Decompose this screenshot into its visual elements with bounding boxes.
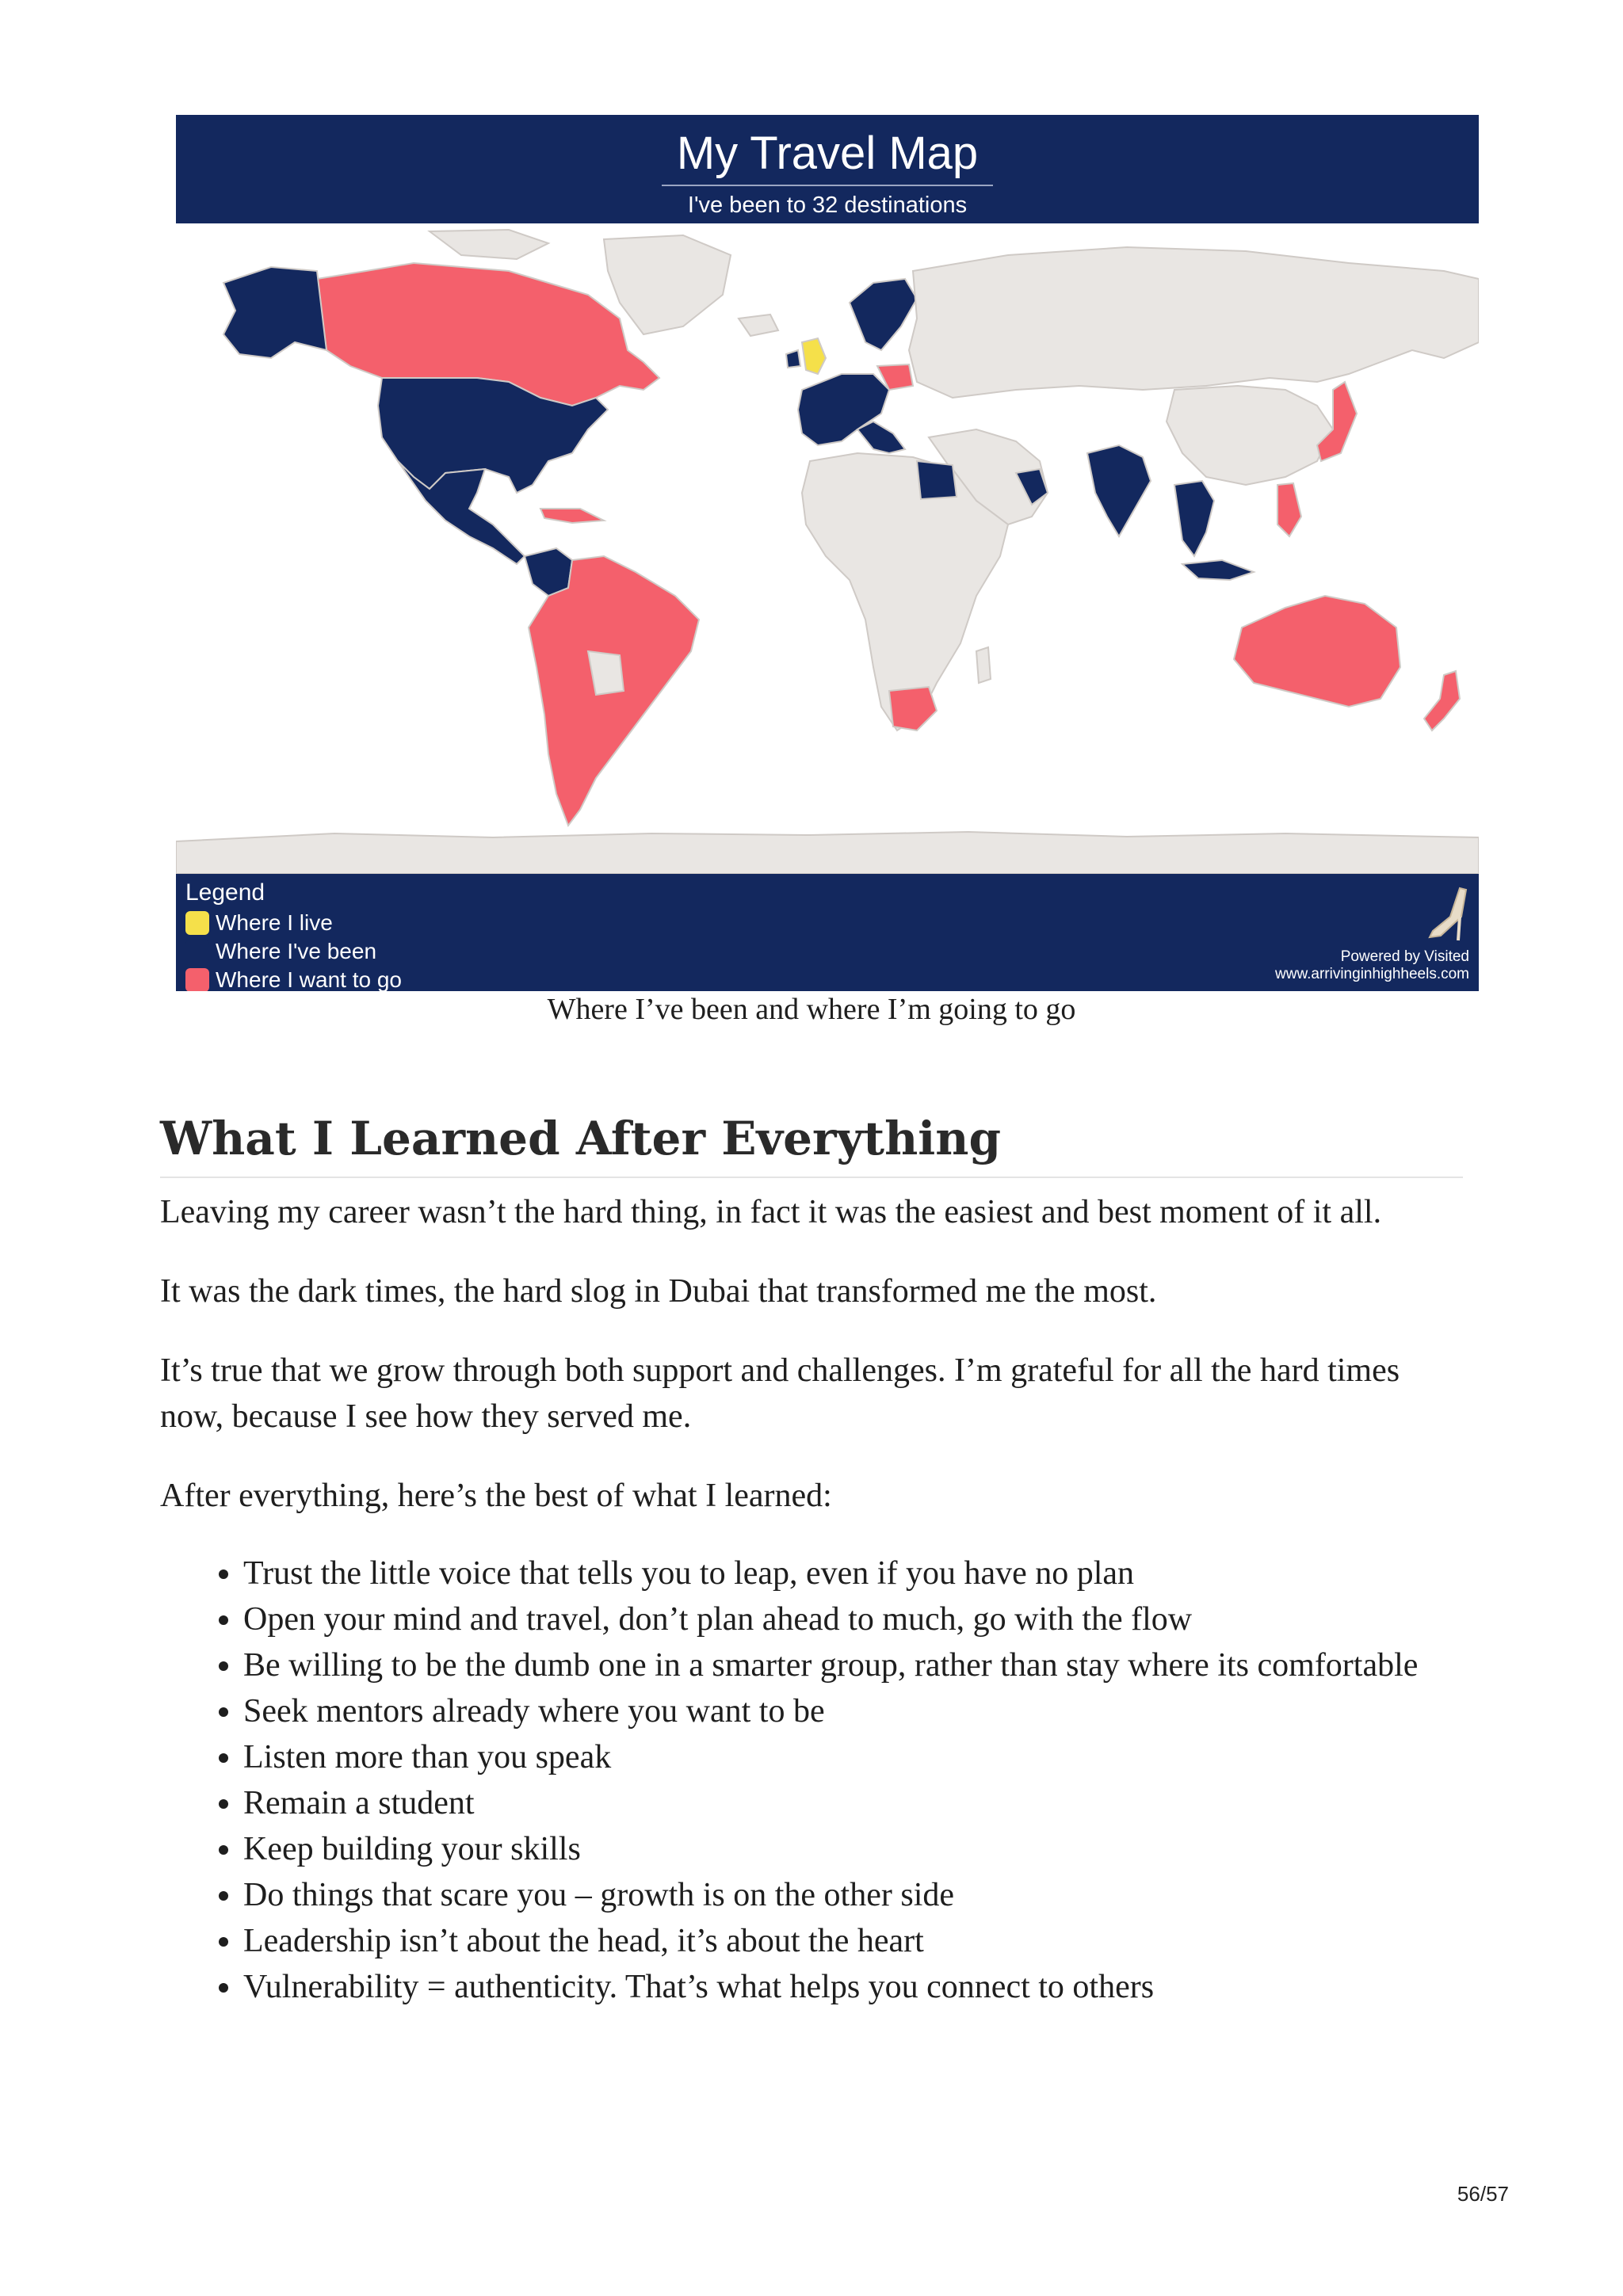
legend-swatch-want	[185, 968, 209, 991]
map-title: My Travel Map	[676, 128, 979, 179]
ireland	[786, 350, 800, 368]
list-item: • Do things that scare you – growth is on the other side	[243, 1872, 1463, 1918]
legend-title: Legend	[185, 879, 265, 906]
list-item: • Trust the little voice that tells you to leap, even if you have no plan	[243, 1550, 1463, 1596]
article-section	[160, 1105, 1463, 2010]
legend-swatch-been	[185, 940, 209, 963]
paragraph: Leaving my career wasn’t the hard thing, in fact it was the easiest and best moment of it all.	[160, 1194, 1382, 1230]
travel-map-figure	[176, 115, 1479, 991]
section-heading: What I Learned After Everything	[160, 1105, 1463, 1178]
map-title-divider	[662, 185, 993, 186]
credit-url: www.arrivinginhighheels.com	[1275, 966, 1469, 982]
paragraph: After everything, here’s the best of what I learned:	[160, 1478, 832, 1514]
list-item: • Keep building your skills	[243, 1826, 1463, 1872]
legend-item-live	[185, 909, 333, 937]
map-header	[176, 115, 1479, 223]
paragraph: It’s true that we grow through both support and challenges. I’m grateful for all the hard times now, because I see how they served me.	[160, 1352, 1400, 1435]
legend-item-been	[185, 937, 376, 966]
antarctica	[176, 832, 1479, 874]
legend-item-want	[185, 966, 402, 991]
legend-label-want: Where I want to go	[216, 967, 403, 991]
legend-label-been: Where I've been	[216, 939, 377, 963]
world-map	[176, 223, 1479, 874]
alaska	[223, 267, 327, 358]
madagascar	[976, 647, 991, 683]
legend-swatch-live	[185, 911, 209, 935]
map-subtitle: I've been to 32 destinations	[687, 193, 968, 218]
map-legend-bar	[176, 874, 1479, 991]
list-item: • Leadership isn’t about the head, it’s about the heart	[243, 1918, 1463, 1964]
list-item: • Be willing to be the dumb one in a smarter group, rather than stay where its comfortable	[243, 1642, 1463, 1688]
list-item: • Vulnerability = authenticity. That’s what helps you connect to others	[243, 1964, 1463, 2010]
list-item: • Open your mind and travel, don’t plan ahead to much, go with the flow	[243, 1596, 1463, 1642]
travel-map	[176, 115, 1479, 991]
figure-caption: Where I’ve been and where I’m going to go	[547, 993, 1076, 1026]
page-number: 56/57	[1457, 2182, 1509, 2206]
high-heel-icon	[1425, 885, 1469, 942]
list-item: • Seek mentors already where you want to be	[243, 1688, 1463, 1734]
credit-powered-by: Powered by Visited	[1340, 948, 1469, 965]
paragraph: It was the dark times, the hard slog in Dubai that transformed me the most.	[160, 1273, 1157, 1310]
egypt	[917, 461, 957, 499]
list-item: • Listen more than you speak	[243, 1734, 1463, 1780]
legend-label-live: Where I live	[216, 910, 333, 935]
list-item: • Remain a student	[243, 1780, 1463, 1826]
lessons-list	[160, 1550, 1463, 2010]
